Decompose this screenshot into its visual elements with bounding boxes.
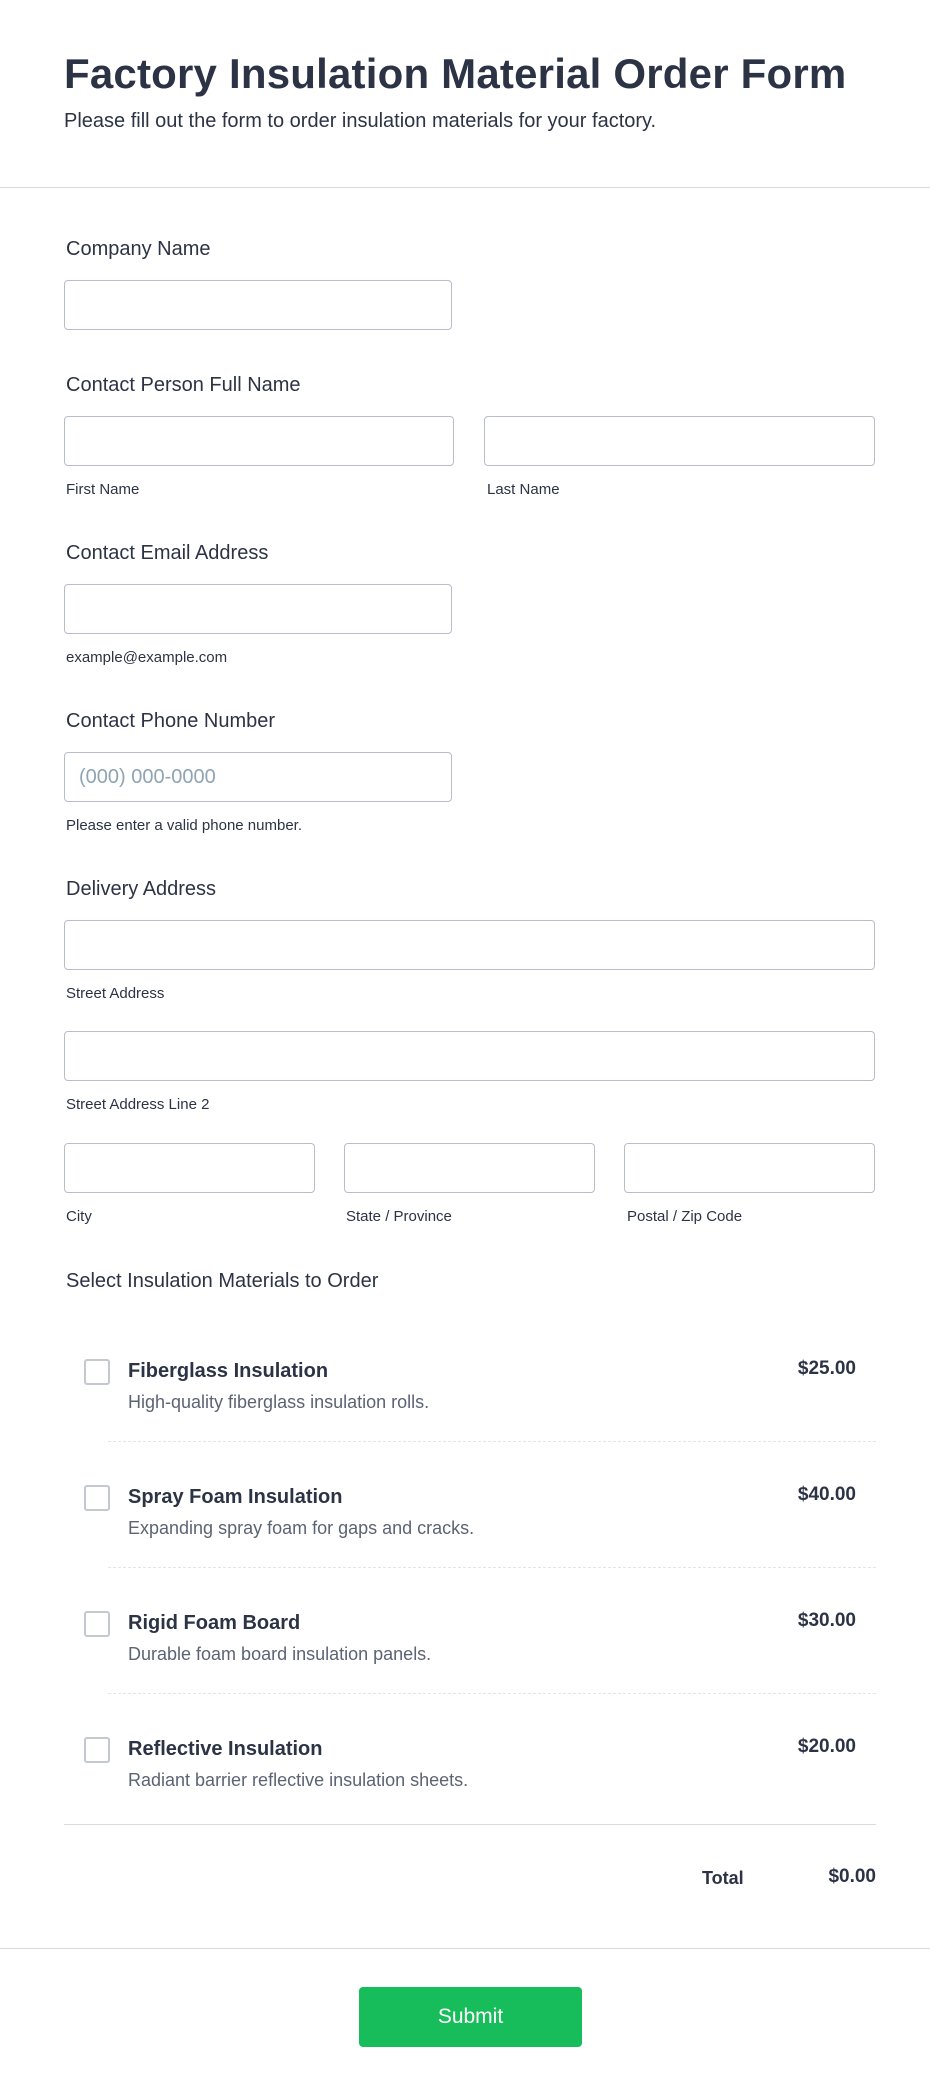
- state-input[interactable]: [344, 1143, 595, 1193]
- product-price: $30.00: [797, 1610, 856, 1631]
- zip-sublabel: Postal / Zip Code: [627, 1208, 743, 1225]
- email-input[interactable]: [64, 584, 452, 634]
- phone-label: Contact Phone Number: [66, 710, 276, 732]
- product-name: Reflective Insulation: [128, 1738, 323, 1760]
- product-description: Radiant barrier reflective insulation sheets.: [128, 1770, 469, 1790]
- company-name-input[interactable]: [64, 280, 452, 330]
- product-item[interactable]: [64, 1442, 876, 1568]
- product-description: High-quality fiberglass insulation rolls.: [128, 1392, 430, 1412]
- state-sublabel: State / Province: [346, 1208, 452, 1225]
- city-sublabel: City: [66, 1208, 92, 1225]
- total-label: Total: [702, 1868, 744, 1888]
- product-item[interactable]: [64, 1694, 876, 1820]
- street-address-input[interactable]: [64, 920, 875, 970]
- last-name-sublabel: Last Name: [487, 481, 560, 498]
- page-subtitle: Please fill out the form to order insulation materials for your factory.: [64, 110, 657, 132]
- product-name: Spray Foam Insulation: [128, 1486, 343, 1508]
- form-header: [0, 0, 930, 188]
- street-address-2-input[interactable]: [64, 1031, 875, 1081]
- phone-sublabel: Please enter a valid phone number.: [66, 817, 302, 834]
- phone-input[interactable]: [64, 752, 452, 802]
- contact-name-label: Contact Person Full Name: [66, 374, 301, 396]
- total-value: $0.00: [828, 1866, 876, 1887]
- address-label: Delivery Address: [66, 878, 217, 900]
- product-checkbox[interactable]: [84, 1359, 110, 1385]
- form-footer: [0, 1948, 930, 2096]
- page-title: Factory Insulation Material Order Form: [64, 50, 847, 97]
- first-name-input[interactable]: [64, 416, 454, 466]
- email-sublabel: example@example.com: [66, 649, 228, 666]
- product-name: Fiberglass Insulation: [128, 1360, 329, 1382]
- product-checkbox[interactable]: [84, 1611, 110, 1637]
- last-name-input[interactable]: [484, 416, 875, 466]
- product-description: Expanding spray foam for gaps and cracks.: [128, 1518, 475, 1538]
- company-name-label: Company Name: [66, 238, 211, 260]
- products-label: Select Insulation Materials to Order: [66, 1270, 379, 1292]
- product-description: Durable foam board insulation panels.: [128, 1644, 432, 1664]
- first-name-sublabel: First Name: [66, 481, 140, 498]
- zip-input[interactable]: [624, 1143, 875, 1193]
- street-address-sublabel: Street Address: [66, 985, 165, 1002]
- submit-button[interactable]: Submit: [359, 1987, 582, 2047]
- product-name: Rigid Foam Board: [128, 1612, 301, 1634]
- product-item[interactable]: [64, 1568, 876, 1694]
- street-address-2-sublabel: Street Address Line 2: [66, 1096, 210, 1113]
- product-item[interactable]: [64, 1316, 876, 1442]
- product-checkbox[interactable]: [84, 1737, 110, 1763]
- email-label: Contact Email Address: [66, 542, 269, 564]
- product-checkbox[interactable]: [84, 1485, 110, 1511]
- product-price: $20.00: [797, 1736, 856, 1757]
- city-input[interactable]: [64, 1143, 315, 1193]
- product-price: $40.00: [797, 1484, 856, 1505]
- product-price: $25.00: [797, 1358, 856, 1379]
- total-divider: [64, 1824, 876, 1825]
